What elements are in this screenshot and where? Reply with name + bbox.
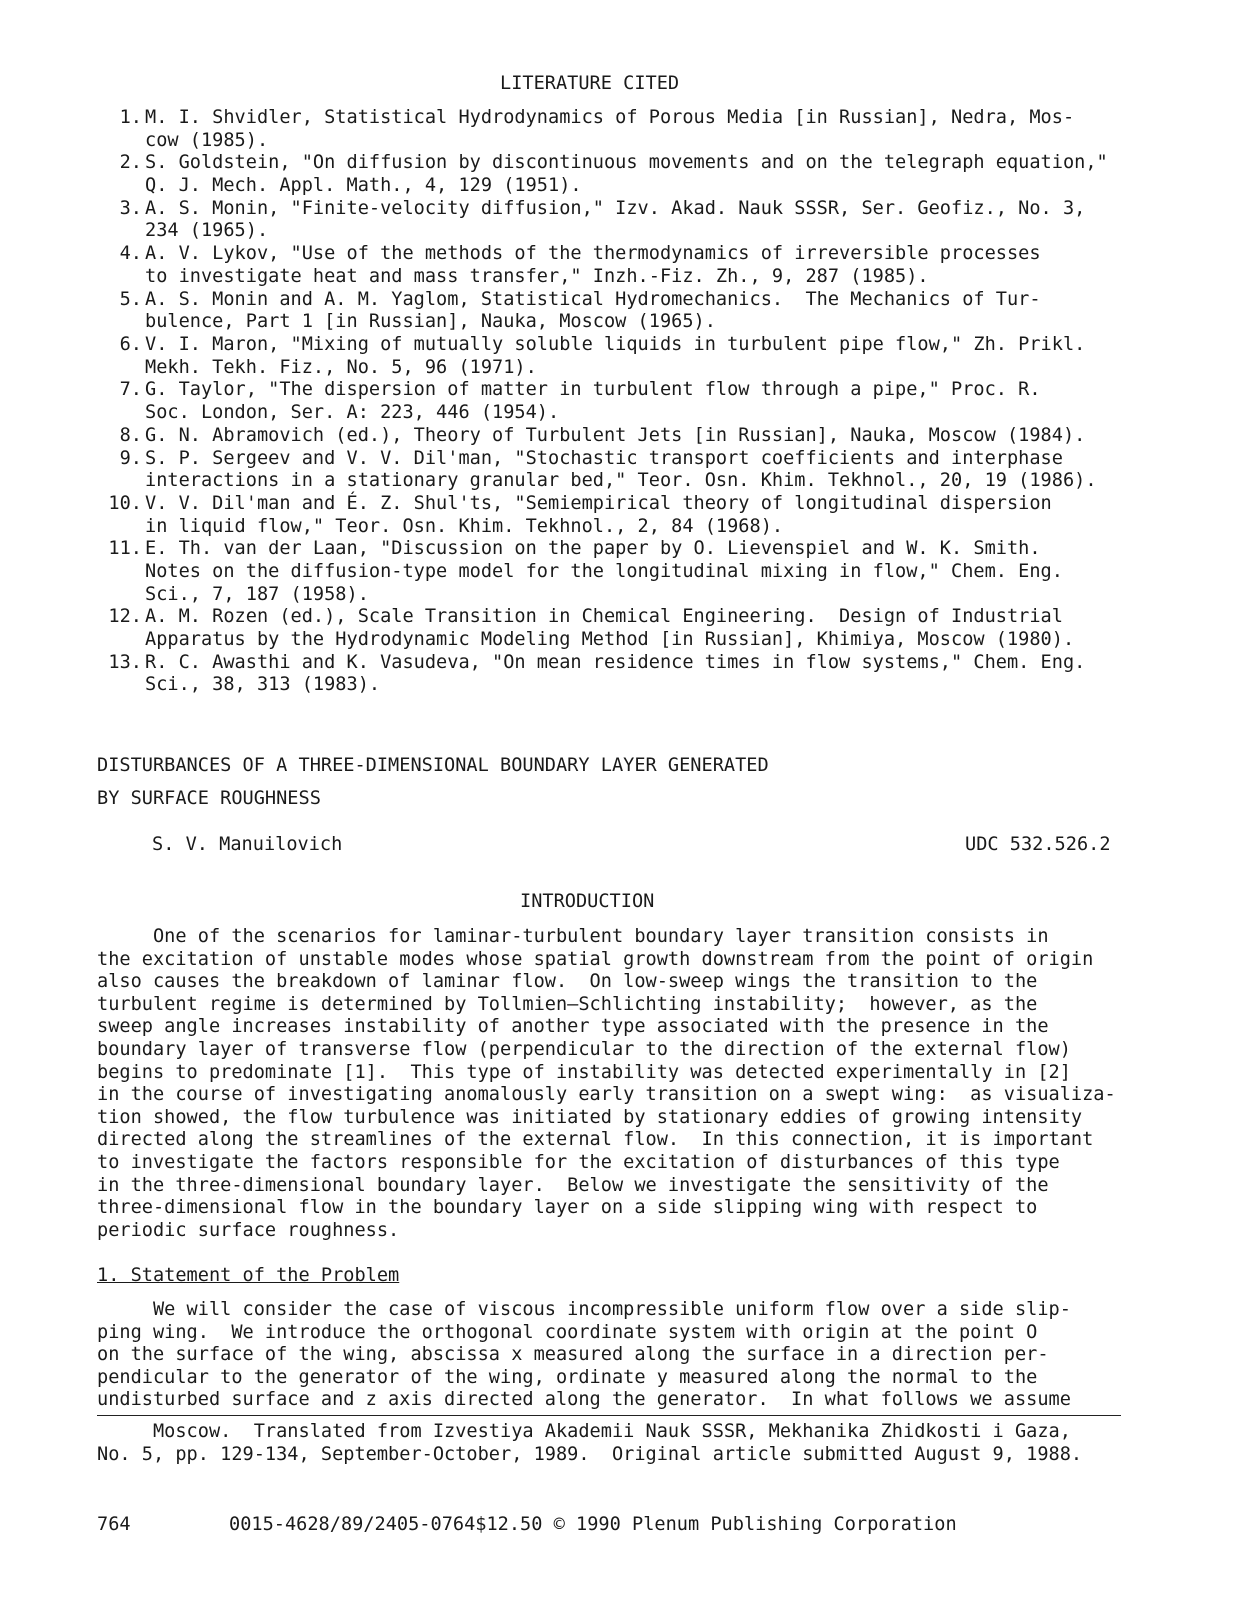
reference-number: 11. (108, 538, 142, 560)
section-line: pendicular to the generator of the wing, ordinate y measured along the normal to the (97, 1366, 1038, 1388)
reference-text-line: S. P. Sergeev and V. V. Dil'man, "Stochastic transport coefficients and interphase (145, 447, 1063, 469)
footnote-line: Moscow. Translated from Izvestiya Akademii Nauk SSSR, Mekhanika Zhidkosti i Gaza, (97, 1421, 1071, 1442)
reference-text-line: V. V. Dil'man and É. Z. Shul'ts, "Semiempirical theory of longitudinal dispersion (145, 492, 1052, 514)
intro-line: three-dimensional flow in the boundary layer on a side slipping wing with respect to (97, 1197, 1038, 1219)
intro-line: periodic surface roughness. (97, 1219, 400, 1241)
author: S. V. Manuilovich (152, 834, 343, 855)
reference-text-line: Sci., 7, 187 (1958). (145, 583, 369, 605)
udc-code: UDC 532.526.2 (965, 834, 1111, 855)
intro-line: in the course of investigating anomalously early transition on a swept wing: as visualiza- (97, 1084, 1116, 1106)
reference-number: 6. (119, 334, 142, 355)
article-title-line-2: BY SURFACE ROUGHNESS (97, 788, 321, 809)
reference-text-line: bulence, Part 1 [in Russian], Nauka, Moscow (1965). (145, 311, 716, 333)
reference-number: 9. (119, 447, 142, 469)
section-line: ping wing. We introduce the orthogonal coordinate system with origin at the point O (97, 1321, 1038, 1343)
reference-number: 13. (108, 651, 142, 673)
reference-text-line: G. N. Abramovich (ed.), Theory of Turbulent Jets [in Russian], Nauka, Moscow (1984). (145, 424, 1086, 446)
reference-text-line: Mekh. Tekh. Fiz., No. 5, 96 (1971). (145, 356, 537, 378)
reference-number: 12. (108, 606, 142, 628)
reference-number: 10. (108, 492, 142, 514)
introduction-heading: INTRODUCTION (520, 891, 655, 912)
intro-line: boundary layer of transverse flow (perpendicular to the direction of the external flow) (97, 1039, 1071, 1060)
intro-line: sweep angle increases instability of another type associated with the presence in the (97, 1016, 1049, 1038)
reference-text-line: 234 (1965). (145, 220, 269, 242)
reference-number: 3. (119, 197, 142, 219)
reference-text-line: to investigate heat and mass transfer," Inzh.-Fiz. Zh., 9, 287 (1985). (145, 265, 929, 287)
reference-text-line: in liquid flow," Teor. Osn. Khim. Tekhnol., 2, 84 (1968). (145, 515, 784, 537)
reference-text-line: A. M. Rozen (ed.), Scale Transition in Chemical Engineering. Design of Industrial (145, 606, 1063, 628)
section-line: We will consider the case of viscous incompressible uniform flow over a side slip- (97, 1299, 1071, 1320)
footnote-rule (97, 1415, 1121, 1416)
intro-line: One of the scenarios for laminar-turbulent boundary layer transition consists in (97, 926, 1049, 947)
section-heading: 1. Statement of the Problem (97, 1265, 400, 1286)
reference-text-line: Apparatus by the Hydrodynamic Modeling Method [in Russian], Khimiya, Moscow (1980). (145, 629, 1075, 651)
reference-number: 4. (119, 243, 142, 265)
intro-line: also causes the breakdown of laminar flow. On low-sweep wings the transition to the (97, 971, 1038, 993)
reference-text-line: G. Taylor, "The dispersion of matter in turbulent flow through a pipe," Proc. R. (145, 379, 1041, 401)
reference-number: 2. (119, 152, 142, 174)
reference-text-line: E. Th. van der Laan, "Discussion on the paper by O. Lievenspiel and W. K. Smith. (145, 538, 1041, 560)
reference-number: 7. (119, 379, 142, 401)
publisher-line: 0015-4628/89/2405-0764$12.50 © 1990 Plenum Publishing Corporation (229, 1514, 957, 1535)
reference-text-line: Q. J. Mech. Appl. Math., 4, 129 (1951). (145, 175, 582, 197)
intro-line: begins to predominate [1]. This type of instability was detected experimentally in [2] (97, 1061, 1071, 1083)
section-line: on the surface of the wing, abscissa x measured along the surface in a direction per- (97, 1344, 1049, 1366)
reference-number: 8. (119, 424, 142, 446)
intro-line: in the three-dimensional boundary layer. Below we investigate the sensitivity of the (97, 1174, 1049, 1196)
footnote-line: No. 5, pp. 129-134, September-October, 1989. Original article submitted August 9, 1988. (97, 1443, 1083, 1465)
reference-number: 1. (119, 107, 142, 128)
reference-text-line: Soc. London, Ser. A: 223, 446 (1954). (145, 402, 560, 424)
intro-line: the excitation of unstable modes whose spatial growth downstream from the point of origin (97, 948, 1094, 970)
reference-number: 5. (119, 288, 142, 310)
article-title-line-1: DISTURBANCES OF A THREE-DIMENSIONAL BOUNDARY LAYER GENERATED (97, 755, 769, 776)
reference-text-line: A. S. Monin and A. M. Yaglom, Statistical Hydromechanics. The Mechanics of Tur- (145, 288, 1041, 310)
reference-text-line: A. S. Monin, "Finite-velocity diffusion," Izv. Akad. Nauk SSSR, Ser. Geofiz., No. 3, (145, 197, 1086, 219)
page-number: 764 (97, 1514, 131, 1535)
reference-text-line: Sci., 38, 313 (1983). (145, 674, 381, 696)
literature-heading: LITERATURE CITED (500, 73, 680, 94)
reference-text-line: Notes on the diffusion-type model for the longitudinal mixing in flow," Chem. Eng. (145, 560, 1063, 582)
reference-text-line: A. V. Lykov, "Use of the methods of the thermodynamics of irreversible processes (145, 243, 1041, 265)
intro-line: turbulent regime is determined by Tollmien—Schlichting instability; however, as the (97, 993, 1038, 1015)
intro-line: tion showed, the flow turbulence was initiated by stationary eddies of growing intensity (97, 1106, 1083, 1128)
intro-line: directed along the streamlines of the external flow. In this connection, it is important (97, 1129, 1094, 1151)
reference-text-line: V. I. Maron, "Mixing of mutually soluble liquids in turbulent pipe flow," Zh. Prikl. (145, 334, 1086, 355)
reference-text-line: M. I. Shvidler, Statistical Hydrodynamics of Porous Media [in Russian], Nedra, Mos- (145, 107, 1075, 128)
reference-text-line: cow (1985). (145, 129, 269, 151)
reference-text-line: S. Goldstein, "On diffusion by discontinuous movements and on the telegraph equation," (145, 152, 1108, 174)
reference-text-line: R. C. Awasthi and K. Vasudeva, "On mean residence times in flow systems," Chem. Eng. (145, 651, 1086, 673)
reference-text-line: interactions in a stationary granular bed," Teor. Osn. Khim. Tekhnol., 20, 19 (1986). (145, 470, 1097, 492)
section-line: undisturbed surface and z axis directed along the generator. In what follows we assume (97, 1389, 1071, 1411)
intro-line: to investigate the factors responsible for the excitation of disturbances of this type (97, 1152, 1060, 1173)
